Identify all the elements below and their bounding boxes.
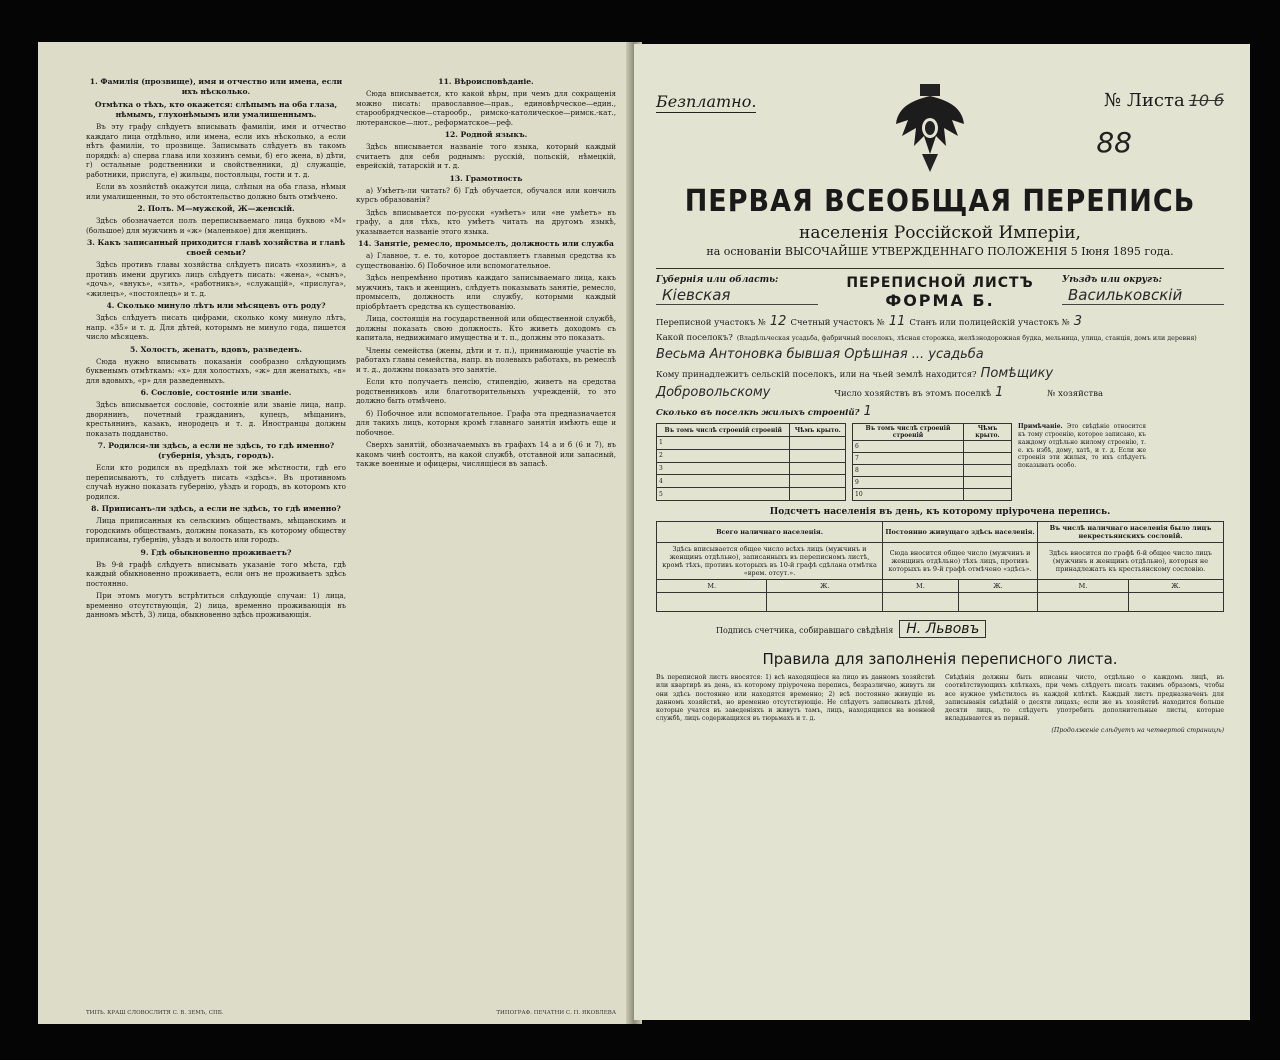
buildings-row-roof [790, 488, 846, 501]
instruction-heading: 2. Полъ. М—мужской, Ж—женскій. [137, 204, 295, 214]
household-number-label: № хозяйства [1047, 389, 1104, 400]
imperial-eagle-icon [894, 84, 966, 172]
buildings-head-b: Чѣмъ крыто. [790, 424, 846, 437]
form-title-b: ФОРМА Б. [885, 291, 995, 310]
count-district-label: Счетный участокъ № [790, 318, 885, 328]
buildings-row [853, 477, 1012, 489]
free-label: Безплатно. [656, 92, 757, 111]
buildings-row [657, 437, 846, 450]
pop-text-nonpeasant: Здѣсь вносится по графѣ 6-й общее число лицъ (мужчинъ и женщинъ отдѣльно), которыя не принадлежатъ къ крестьянскому сословію. [1038, 543, 1224, 580]
settlement-value: Весьма Антоновка [656, 347, 783, 363]
stan-value: 3 [1073, 314, 1083, 329]
signature-value: Н. Львовъ [899, 620, 986, 638]
instruction-paragraph: Здѣсь вписывается сословіе, состояніе или званіе лица, напр. дворянинъ, почетный гражданинъ, купецъ, мѣщанинъ, крестьянинъ, казакъ, инородецъ и т. д. Иностранцы должны показать подданство. [86, 400, 346, 438]
rules-text [656, 674, 1224, 735]
form-title-a: ПЕРЕПИСНОЙ ЛИСТЪ [846, 275, 1034, 291]
instruction-heading: 14. Занятіе, ремесло, промыселъ, должность или служба [358, 239, 614, 249]
buildings-row [853, 441, 1012, 453]
buildings-row [853, 465, 1012, 477]
owner-row [656, 366, 1224, 381]
owner-value-2: Добровольскому [656, 385, 771, 401]
census-district-row [656, 314, 1224, 329]
buildings-row [853, 489, 1012, 501]
district-label: Уѣздъ или округъ: [1062, 275, 1162, 285]
instruction-paragraph: а) Умѣетъ-ли читать? б) Гдѣ обучается, обучался или кончилъ курсъ образованія? [356, 185, 616, 205]
instruction-paragraph: Сюда вписывается, кто какой вѣры, при чемъ для сокращенія можно писать: православное—прав., единовѣрческое—един., старообрядческое—старообр., римско-католическое—римск.-кат., лютеранское—лют., реформатское—реф. [356, 89, 616, 127]
buildings-row-number: 2 [657, 449, 790, 462]
sheet-number-label: № Листа [1104, 90, 1185, 111]
instruction-paragraph: Сверхъ занятій, обозначаемыхъ въ графахъ 14 а и б (6 и 7), въ какомъ чинѣ состоятъ, на какой службѣ, отставной или запасный, также военные и офицеры, числящіеся въ запасѣ. [356, 440, 616, 469]
pop-head-resident: Постоянно живущаго здѣсь населенія. [883, 522, 1038, 543]
pop-head-nonpeasant: Въ числѣ наличнаго населенія было лицъ некрестьянскихъ сословій. [1038, 522, 1224, 543]
buildings-row-number: 7 [853, 453, 964, 465]
pop-text-present: Здѣсь вписывается общее число всѣхъ лицъ (мужчинъ и женщинъ отдѣльно), записанныхъ въ переписномъ листѣ, кромѣ тѣхъ, противъ которыхъ въ 10-й графѣ сдѣлана отмѣтка «врем. отсут.». [657, 543, 883, 580]
rules-title: Правила для заполненія переписного листа. [762, 650, 1118, 669]
note-text: Это свѣдѣніе относится къ тому строенію, которое записано, къ каждому отдѣльно жилому строенію, т. е. къ избѣ, дому, хатѣ, и т. д. Если же строенія эти жилыя, то ихъ слѣдуетъ показывать особо. [1018, 423, 1146, 470]
district-value: Васильковскій [1062, 286, 1224, 305]
instruction-paragraph: Здѣсь слѣдуетъ писать цифрами, сколько кому минуло лѣтъ, напр. «35» и т. д. Для дѣтей, которымъ не минуло года, пишется число мѣсяцевъ. [86, 313, 346, 342]
rules-column-2 [945, 674, 1224, 735]
pop-zh-3: Ж. [1128, 580, 1223, 593]
form-title [846, 275, 1033, 310]
buildings-row-roof [963, 477, 1011, 489]
buildings-row-number: 9 [853, 477, 964, 489]
buildings-row-number: 6 [853, 441, 964, 453]
note-title: Примѣчаніе. [1018, 423, 1063, 431]
buildings-row-number: 3 [657, 462, 790, 475]
form-header [656, 268, 1224, 310]
province-value: Кіевская [656, 286, 818, 305]
instruction-heading: 1. Фамилія (прозвище), имя и отчество или имена, если ихъ нѣсколько. [89, 77, 343, 97]
instruction-heading: 4. Сколько минуло лѣтъ или мѣсяцевъ отъ роду? [106, 301, 326, 311]
buildings-value: 1 [863, 404, 872, 420]
instruction-heading: 11. Вѣроисповѣданіе. [438, 77, 534, 86]
instruction-paragraph: а) Главное, т. е. то, которое доставляетъ главныя средства къ существованію. б) Побочное или вспомогательное. [356, 251, 616, 270]
pop-head-present: Всего наличнаго населенія. [657, 522, 883, 543]
instructions-column-1 [86, 74, 346, 1014]
buildings-head-a-right: Въ томъ числѣ строеній строеній [853, 424, 964, 441]
instructions-column-2 [356, 74, 616, 1014]
sheet-number [1104, 90, 1224, 111]
buildings-row-number: 1 [657, 437, 790, 450]
owner-value: Помѣщику [980, 366, 1054, 382]
settlement-row [656, 333, 1224, 343]
population-title: Подсчетъ населенія въ день, къ которому пріурочена перепись. [769, 507, 1111, 518]
count-district-value: 11 [888, 314, 906, 329]
population-table [656, 521, 1224, 612]
instruction-heading: 13. Грамотность [449, 173, 523, 183]
buildings-table-right [852, 423, 1012, 501]
buildings-grid [656, 423, 1224, 501]
province-label: Губернія или область: [656, 275, 779, 285]
census-title: ПЕРВАЯ ВСЕОБЩАЯ ПЕРЕПИСЬ [684, 184, 1196, 219]
instruction-heading: 6. Сословіе, состояніе или званіе. [140, 388, 292, 398]
instruction-paragraph: Въ эту графу слѣдуетъ вписывать фамиліи, имя и отчество каждаго лица отдѣльно, или имена, если ихъ нѣсколько, а если нѣтъ фамиліи, то прозвище. Записывать слѣдуетъ въ такомъ порядкѣ: а) сперва глава или хозяинъ семьи, б) его жена, в) дѣти, г) остальные родственники и свойственники, д) служащіе, работники, прислуга, е) жильцы, постояльцы, гости и т. д. [86, 122, 346, 179]
instruction-paragraph: Въ 9-й графѣ слѣдуетъ вписывать указаніе того мѣста, гдѣ каждый обыкновенно проживаетъ, если онъ не проживаетъ здѣсь постоянно. [86, 559, 346, 588]
buildings-row [657, 462, 846, 475]
buildings-note [1018, 423, 1146, 501]
imprint-left: ТИПЪ. КРАШ СЛОВОСЛИТЯ С. В. ЗЕМЪ, СПБ. [86, 1010, 224, 1016]
buildings-row-number: 10 [853, 489, 964, 501]
instruction-paragraph: Если въ хозяйствѣ окажутся лица, слѣпыя на оба глаза, нѣмыя или умалишенныя, то это обстоятельство должно быть отмѣчено. [86, 182, 346, 201]
signature-row [716, 620, 1224, 638]
buildings-row-roof [963, 441, 1011, 453]
instruction-paragraph: Здѣсь обозначается полъ переписываемаго лица буквою «М» (большое) для мужчинъ и «ж» (маленькое) для женщинъ. [86, 216, 346, 235]
settlement-hint: (Владѣльческая усадьба, фабричный поселокъ, лѣсная сторожка, желѣзнодорожная будка, мельница, улица, станція, домъ или деревня) [736, 335, 1197, 342]
signature-label: Подпись счетчика, собиравшаго свѣдѣнія [716, 626, 894, 636]
instruction-paragraph: Если кто получаетъ пенсію, стипендію, живетъ на средства родственниковъ или благотворительныхъ учрежденій, то это должно быть отмѣчено. [356, 377, 616, 406]
instruction-heading: 7. Родился-ли здѣсь, а если не здѣсь, то гдѣ именно? (губернія, уѣздъ, городъ). [97, 441, 335, 461]
buildings-row [853, 453, 1012, 465]
buildings-row-number: 5 [657, 488, 790, 501]
buildings-table-left [656, 423, 846, 501]
pop-zh-1: Ж. [767, 580, 883, 593]
buildings-row [657, 488, 846, 501]
instruction-heading: 9. Гдѣ обыкновенно проживаетъ? [140, 547, 292, 557]
census-district-value: 12 [769, 314, 787, 329]
instruction-paragraph: Сюда нужно вписывать показанія сообразно слѣдующимъ буквенымъ отмѣткамъ: «х» для холостыхъ, «ж» для женатыхъ, «в» для вдовыхъ, «р» для разведенныхъ. [86, 356, 346, 385]
buildings-row [657, 475, 846, 488]
buildings-head-a: Въ томъ числѣ строеній строеній [657, 424, 790, 437]
pop-m-1: М. [657, 580, 767, 593]
instruction-paragraph: Лица приписанныя къ сельскимъ обществамъ, мѣщанскимъ и городскимъ обществамъ, должны показать, къ которому обществу приписаны, губернію, уѣздъ и волость или городъ. [86, 516, 346, 545]
owner-label: Кому принадлежитъ сельскій поселокъ, или на чьей землѣ находится? [656, 370, 977, 381]
instruction-paragraph: Лица, состоящія на государственной или общественной службѣ, должны показать свою должность. Кто живетъ доходомъ съ капитала, недвижимаго имущества и т. п., должны это показать. [356, 314, 616, 343]
buildings-row [657, 449, 846, 462]
buildings-label: Сколько въ поселкѣ жилыхъ строеній? [656, 408, 860, 419]
instruction-heading: Отмѣтка о тѣхъ, кто окажется: слѣпымъ на оба глаза, нѣмымъ, глухонѣмымъ или умалишеннымъ. [94, 100, 338, 120]
instruction-paragraph: При этомъ могутъ встрѣтиться слѣдующіе случаи: 1) лица, временно отсутствующія, 2) лица, временно проживающія въ данномъ мѣстѣ, 3) лица, обыкновенно здѣсь проживающія. [86, 591, 346, 620]
instruction-heading: 8. Приписанъ-ли здѣсь, а если не здѣсь, то гдѣ именно? [91, 504, 341, 514]
instruction-paragraph: Здѣсь непремѣнно противъ каждаго записываемаго лица, какъ мужчинъ, такъ и женщинъ, слѣдуетъ показывать занятіе, ремесло, промыселъ, должность или службу, которыми каждый пріобрѣтаетъ средства къ существованію. [356, 273, 616, 311]
census-district-label: Переписной участокъ № [656, 318, 766, 328]
buildings-row-roof [790, 475, 846, 488]
instruction-heading: 3. Какъ записанный приходится главѣ хозяйства и главѣ своей семьи? [86, 238, 346, 258]
buildings-head-b-right: Чѣмъ крыто. [963, 424, 1011, 441]
census-subtitle: населенія Россійской Имперіи, [799, 223, 1081, 243]
pop-m-3: М. [1038, 580, 1129, 593]
pop-zh-2: Ж. [958, 580, 1037, 593]
handwritten-number: 88 [1096, 126, 1132, 159]
buildings-row-roof [963, 453, 1011, 465]
households-value: 1 [995, 385, 1004, 401]
buildings-row-number: 4 [657, 475, 790, 488]
sheet-number-value: 10 б [1188, 91, 1224, 110]
rules-column-2-text: Свѣдѣнія должны быть вписаны чисто, отдѣльно о каждомъ лицѣ, въ соотвѣтствующихъ клѣткахъ, при чемъ слѣдуетъ писать такимъ образомъ, чтобы все нужное умѣстилось въ каждой клѣткѣ. Каждый листъ предназначенъ для записыванія свѣдѣній о десяти лицахъ; если же въ хозяйствѣ находится больше десяти лицъ, то слѣдуетъ употребить дополнительные листы, которые вкладываются въ первый. [945, 674, 1224, 723]
census-basis: на основаніи ВЫСОЧАЙШЕ УТВЕРЖДЕННАГО ПОЛОЖЕНІЯ 5 Іюня 1895 года. [706, 245, 1174, 258]
instruction-heading: 5. Холостъ, женатъ, вдовъ, разведенъ. [129, 344, 303, 354]
instruction-heading: 12. Родной языкъ. [444, 130, 528, 140]
instruction-paragraph: Здѣсь противъ главы хозяйства слѣдуетъ писать «хозяинъ», а противъ имени другихъ лицъ слѣдуетъ писать: «жена», «сынъ», «дочь», «внукъ», «зять», «работникъ», «служащій», «прислуга», «жилецъ», «постоялецъ» и т. д. [86, 260, 346, 298]
pop-text-resident: Сюда вносится общее число (мужчинъ и женщинъ отдѣльно) тѣхъ лицъ, противъ которыхъ въ 9-й графѣ отмѣчено «здѣсь». [883, 543, 1038, 580]
settlement-value-2: бывшая Орѣшная ... усадьба [786, 347, 984, 363]
households-label: Число хозяйствъ въ этомъ поселкѣ [834, 389, 992, 400]
instruction-paragraph: Члены семейства (жены, дѣти и т. п.), принимающіе участіе въ работахъ главы семейства, напр. въ полевыхъ работахъ, въ ремеслѣ и т. д., должны показать это занятіе. [356, 345, 616, 374]
instruction-paragraph: Здѣсь вписывается названіе того языка, который каждый считаетъ для себя роднымъ: русскій, польскій, нѣмецкій, еврейскій, татарскій и т. д. [356, 142, 616, 171]
instruction-paragraph: Если кто родился въ предѣлахъ той же мѣстности, гдѣ его переписываютъ, то слѣдуетъ писать «здѣсь». Въ противномъ случаѣ нужно показать губернію, уѣздъ и городъ, въ которомъ кто родился. [86, 463, 346, 501]
buildings-row-roof [963, 465, 1011, 477]
imprint-right: ТИПОГРАФ. ПЕЧАТНИ С. П. ЯКОВЛЕВА [496, 1010, 616, 1016]
rules-column-1: Въ переписной листъ вносятся: 1) всѣ находящіеся на лицо въ данномъ хозяйствѣ или квартирѣ въ день, къ которому пріурочена перепись, безразлично, живутъ ли они здѣсь постоянно или находятся временно; 2) всѣ постоянно живущіе въ данномъ хозяйствѣ, но временно отсутствующіе. Не слѣдуетъ записывать дѣтей, которые учатся въ заведеніяхъ и живутъ тамъ, лицъ, находящихся на военной службѣ, лицъ содержащихся въ тюрьмахъ и т. д. [656, 674, 935, 723]
settlement-label: Какой поселокъ? [656, 333, 733, 343]
right-page-census-form [634, 44, 1250, 1020]
buildings-row-number: 8 [853, 465, 964, 477]
buildings-row [656, 404, 1224, 419]
buildings-row-roof [790, 449, 846, 462]
settlement-value-row [656, 347, 1224, 362]
owner-row-2 [656, 385, 1224, 400]
buildings-row-roof [790, 437, 846, 450]
instruction-paragraph: б) Побочное или вспомогательное. Графа эта предназначается для такихъ лицъ, которыя кромѣ главнаго занятія имѣютъ еще и побочное. [356, 408, 616, 437]
left-page-instructions [38, 42, 634, 1024]
buildings-row-roof [790, 462, 846, 475]
instruction-paragraph: Здѣсь вписывается по-русски «умѣетъ» или «не умѣетъ» въ графу, а для тѣхъ, кто умѣетъ читать на другомъ языкѣ, указывается названіе этого языка. [356, 207, 616, 236]
stan-label: Станъ или полицейскій участокъ № [909, 318, 1070, 328]
buildings-row-roof [963, 489, 1011, 501]
pop-m-2: М. [883, 580, 959, 593]
rules-continuation: (Продолженіе слѣдуетъ на четвертой страницѣ) [1051, 727, 1224, 735]
